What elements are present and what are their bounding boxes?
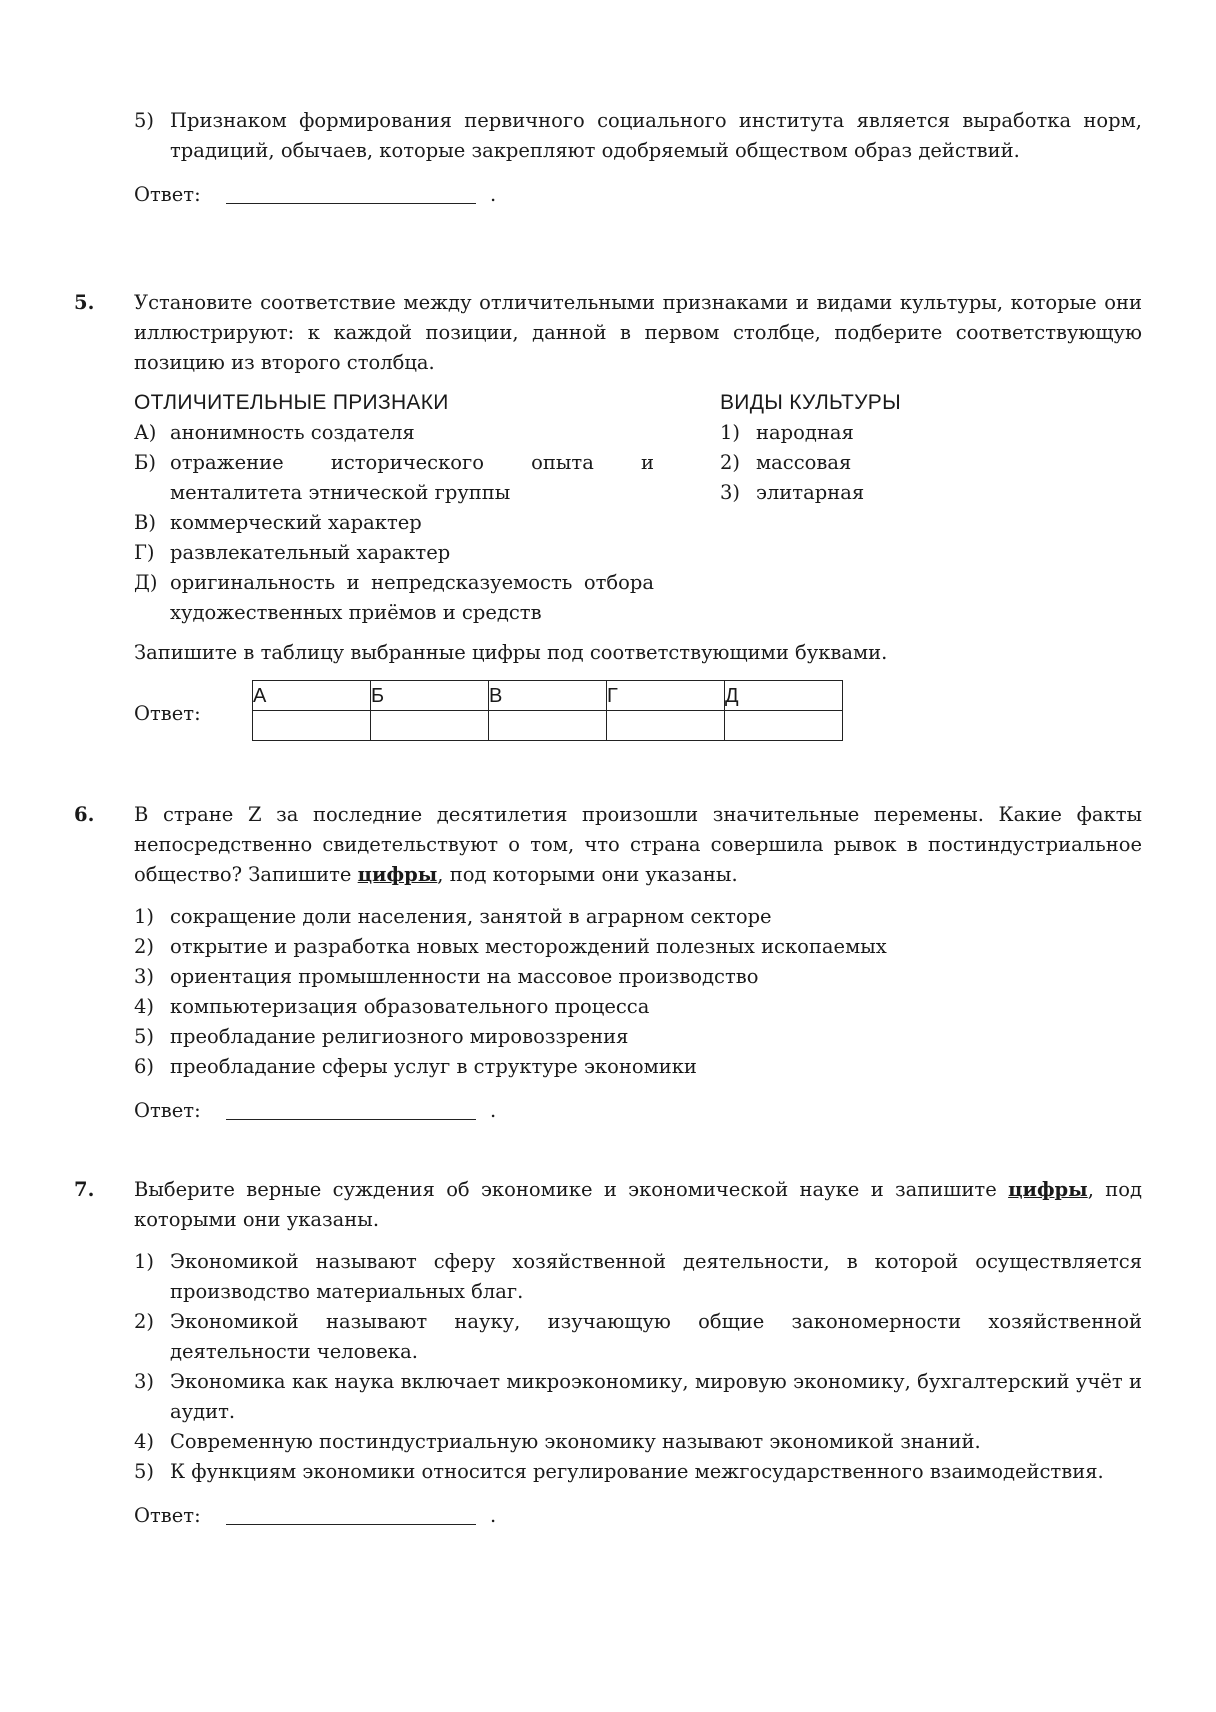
list-item: 6) преобладание сферы услуг в структуре экономики (134, 1055, 697, 1078)
answer-label: Ответ: (134, 1504, 201, 1527)
task-intro: Выберите верные суждения об экономике и экономической науке и запишите цифры, под которыми они указаны. (134, 1178, 1142, 1231)
answer-line (134, 180, 1142, 210)
culture-types-column (720, 388, 1140, 508)
list-item: 4) компьютеризация образовательного процесса (134, 995, 650, 1018)
item-marker: 5) (134, 109, 155, 132)
list-item: Д) оригинальность и непредсказуемость отбора художественных приёмов и средств (134, 571, 654, 624)
list-item: 3) ориентация промышленности на массовое производство (134, 965, 759, 988)
options-list (134, 902, 1142, 1082)
task-intro: Установите соответствие между отличительными признаками и видами культуры, которые они иллюстрируют: к каждой позиции, данной в первом столбце, подберите соответствующую позицию из второго столбца. (134, 291, 1142, 374)
list-item: А) анонимность создателя (134, 421, 415, 444)
matching-columns (134, 388, 1142, 638)
answer-table (252, 680, 843, 741)
list-item: 4) Современную постиндустриальную экономику называют экономикой знаний. (134, 1430, 981, 1453)
task-number: 7. (74, 1178, 95, 1201)
list-item: 1) сокращение доли населения, занятой в аграрном секторе (134, 905, 772, 928)
list-item: 3) Экономика как наука включает микроэкономику, мировую экономику, бухгалтерский учёт и аудит. (134, 1370, 1142, 1423)
answer-cell[interactable] (371, 711, 489, 741)
table-header-d: Д (725, 681, 843, 711)
answer-line (134, 1501, 1142, 1531)
answer-dot: . (490, 1099, 497, 1122)
table-header-a: А (253, 681, 371, 711)
options-list (134, 1247, 1142, 1487)
answer-field[interactable] (226, 203, 476, 204)
list-item: 1) народная (720, 421, 854, 444)
list-item: 3) элитарная (720, 481, 865, 504)
list-item (134, 106, 1142, 166)
list-item: В) коммерческий характер (134, 511, 422, 534)
answer-label: Ответ: (134, 702, 201, 725)
emphasis: цифры (1008, 1178, 1088, 1201)
task-intro: В стране Z за последние десятилетия произошли значительные перемены. Какие факты непосредственно свидетельствуют о том, что страна совершила рывок в постиндустриальное общество? Запишите цифры, под которыми они указаны. (134, 803, 1142, 886)
answer-dot: . (490, 183, 497, 206)
task-number: 5. (74, 291, 95, 314)
emphasis: цифры (357, 863, 438, 886)
list-item: 2) Экономикой называют науку, изучающую общие закономерности хозяйственной деятельности человека. (134, 1310, 1142, 1363)
features-column (134, 388, 654, 628)
list-item: 5) преобладание религиозного мировоззрения (134, 1025, 629, 1048)
table-header-v: В (489, 681, 607, 711)
list-item: 2) открытие и разработка новых месторождений полезных ископаемых (134, 935, 887, 958)
item-text: Признаком формирования первичного социального института является выработка норм, традиций, обычаев, которые закрепляют одобряемый обществом образ действий. (170, 109, 1142, 162)
answer-cell[interactable] (607, 711, 725, 741)
answer-label: Ответ: (134, 1099, 201, 1122)
answer-field[interactable] (226, 1524, 476, 1525)
features-header: ОТЛИЧИТЕЛЬНЫЕ ПРИЗНАКИ (134, 391, 449, 414)
answer-table-block (134, 680, 1142, 750)
list-item: Г) развлекательный характер (134, 541, 451, 564)
answer-label: Ответ: (134, 183, 201, 206)
list-item: 5) К функциям экономики относится регулирование межгосударственного взаимодействия. (134, 1460, 1104, 1483)
answer-field[interactable] (226, 1119, 476, 1120)
table-header-b: Б (371, 681, 489, 711)
list-item: 1) Экономикой называют сферу хозяйственной деятельности, в которой осуществляется производство материальных благ. (134, 1250, 1142, 1303)
answer-line (134, 1096, 1142, 1126)
answer-cell[interactable] (489, 711, 607, 741)
culture-types-header: ВИДЫ КУЛЬТУРЫ (720, 391, 901, 414)
task-instruction: Запишите в таблицу выбранные цифры под соответствующими буквами. (134, 641, 888, 664)
answer-dot: . (490, 1504, 497, 1527)
list-item: Б) отражение исторического опыта и менталитета этнической группы (134, 451, 654, 504)
list-item: 2) массовая (720, 451, 852, 474)
answer-cell[interactable] (725, 711, 843, 741)
answer-cell[interactable] (253, 711, 371, 741)
task-number: 6. (74, 803, 95, 826)
table-header-g: Г (607, 681, 725, 711)
